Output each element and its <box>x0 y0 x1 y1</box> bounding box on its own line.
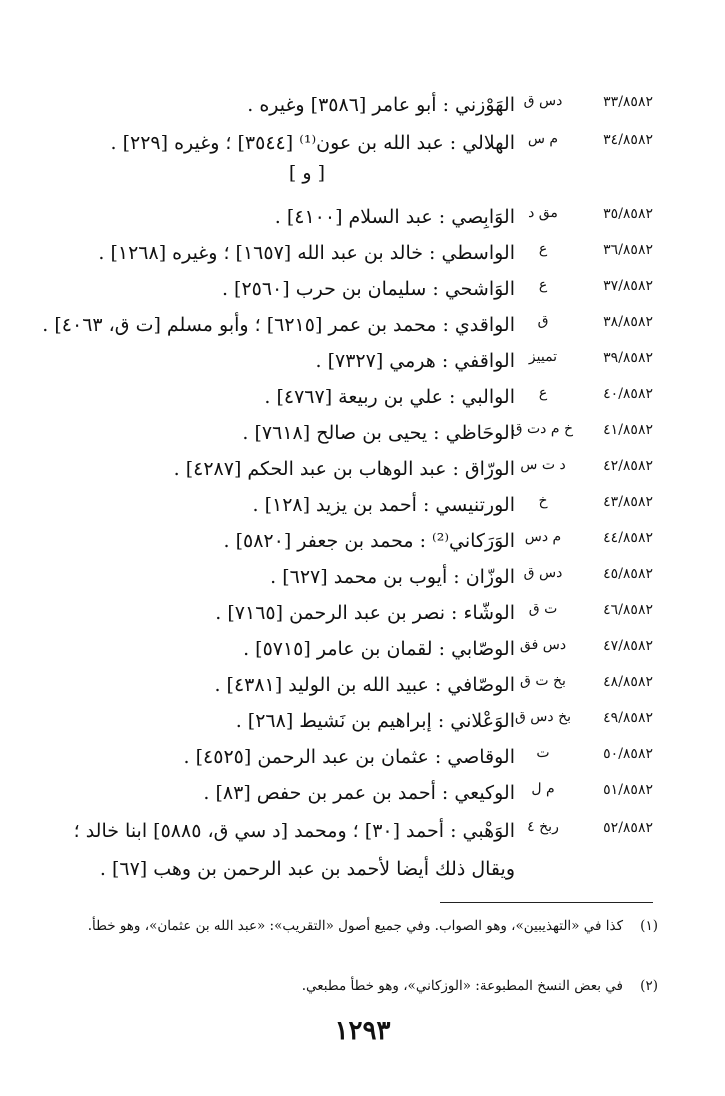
entry-text: الواقفي : هرمي [٧٣٢٧] . <box>315 350 515 372</box>
entry-text: الورتنيسي : أحمد بن يزيد [١٢٨] . <box>252 494 515 516</box>
entry-code: د ت س <box>520 457 566 473</box>
entry-row <box>0 380 725 414</box>
entry-code: ع <box>538 385 548 401</box>
entry-code: ت ق <box>528 601 558 617</box>
entry-row <box>0 452 725 486</box>
entry-row <box>0 596 725 630</box>
entry-text: الوَاشحي : سليمان بن حرب [٢٥٦٠] . <box>221 278 515 300</box>
entry-code: دس ق <box>523 93 563 109</box>
entry-code: ق <box>537 313 549 329</box>
entry-row <box>0 704 725 738</box>
entry-row <box>0 236 725 270</box>
entry-text: الوَرَكاني⁽²⁾ : محمد بن جعفر [٥٨٢٠] . <box>223 530 515 552</box>
entry-number: ٤٤/٨٥٨٢ <box>603 530 653 546</box>
entry-row <box>0 126 725 160</box>
entry-text: الوصّابي : لقمان بن عامر [٥٧١٥] . <box>243 638 515 660</box>
entry-number: ٣٥/٨٥٨٢ <box>603 206 653 222</box>
entry-row <box>0 632 725 666</box>
entry-row <box>0 776 725 810</box>
entry-text: الوشّاء : نصر بن عبد الرحمن [٧١٦٥] . <box>215 602 515 624</box>
entry-text: الهَوْزني : أبو عامر [٣٥٨٦] وغيره . <box>247 94 515 116</box>
entry-row <box>0 560 725 594</box>
entry-row <box>0 200 725 234</box>
entry-row <box>0 308 725 342</box>
entry-row <box>0 88 725 122</box>
entry-number: ٣٤/٨٥٨٢ <box>603 132 653 148</box>
footnote-text: كذا في «التهذيبين»، وهو الصواب. وفي جميع أصول «التقريب»: «عبد الله بن عثمان»، وهو خطأ. <box>87 918 623 934</box>
entry-text: الوَعْلاني : إبراهيم بن نَشيط [٢٦٨] . <box>235 710 515 732</box>
footnote <box>58 912 658 968</box>
entry-code: دس ق <box>523 565 563 581</box>
entry-code: خ م دت ق <box>511 421 573 437</box>
entry-number: ٤٨/٨٥٨٢ <box>603 674 653 690</box>
entry-code: تمييز <box>528 349 558 365</box>
entry-text: الوَابِصي : عبد السلام [٤١٠٠] . <box>274 206 515 228</box>
entry-number: ٣٣/٨٥٨٢ <box>603 94 653 110</box>
entry-row <box>0 524 725 558</box>
entry-code: ع <box>538 241 548 257</box>
footnote-number: (١) <box>640 918 658 934</box>
entry-continuation-text: ويقال ذلك أيضا لأحمد بن عبد الرحمن بن وهب [٦٧] . <box>99 858 515 880</box>
entry-code: ربخ ٤ <box>527 819 559 835</box>
entry-text: الواسطي : خالد بن عبد الله [١٦٥٧] ؛ وغيره [١٢٦٨] . <box>98 242 515 264</box>
entry-row <box>0 814 725 848</box>
entry-code: ع <box>538 277 548 293</box>
entry-text: الورّاق : عبد الوهاب بن عبد الحكم [٤٢٨٧] . <box>173 458 515 480</box>
entry-continuation-row <box>0 852 725 886</box>
entry-code: بخ دس ق <box>514 709 572 725</box>
entry-number: ٣٩/٨٥٨٢ <box>603 350 653 366</box>
entry-code: مق د <box>528 205 558 221</box>
entry-code: بخ ت ق <box>520 673 566 689</box>
section-header: [ و ] <box>288 162 325 184</box>
entry-number: ٤٥/٨٥٨٢ <box>603 566 653 582</box>
page-number: ١٢٩٣ <box>334 1016 391 1046</box>
entry-text: الوزّان : أيوب بن محمد [٦٢٧] . <box>270 566 515 588</box>
entry-number: ٤٣/٨٥٨٢ <box>603 494 653 510</box>
entry-text: الوحَاظي : يحيى بن صالح [٧٦١٨] . <box>242 422 515 444</box>
entry-row <box>0 668 725 702</box>
entry-text: الوَهْبي : أحمد [٣٠] ؛ ومحمد [د سي ق، ٥٨٨٥] ابنا خالد ؛ <box>73 820 515 842</box>
entry-number: ٤٩/٨٥٨٢ <box>603 710 653 726</box>
entry-row <box>0 488 725 522</box>
entry-number: ٤٧/٨٥٨٢ <box>603 638 653 654</box>
entry-code: م دس <box>524 529 562 545</box>
footnote-separator <box>440 902 653 903</box>
entry-number: ٥٠/٨٥٨٢ <box>603 746 653 762</box>
entry-number: ٤٦/٨٥٨٢ <box>603 602 653 618</box>
entry-row <box>0 344 725 378</box>
entry-text: الواقدي : محمد بن عمر [٦٢١٥] ؛ وأبو مسلم [ت ق، ٤٠٦٣] . <box>42 314 515 336</box>
entry-code: خ <box>538 493 548 509</box>
entry-code: م س <box>527 131 559 147</box>
entry-row <box>0 416 725 450</box>
footnote <box>58 972 658 1000</box>
entry-number: ٥١/٨٥٨٢ <box>603 782 653 798</box>
entry-text: الوقاصي : عثمان بن عبد الرحمن [٤٥٢٥] . <box>183 746 515 768</box>
entry-text: الوالبي : علي بن ربيعة [٤٧٦٧] . <box>264 386 515 408</box>
footnote-text: في بعض النسخ المطبوعة: «الوزكاني»، وهو خطأ مطبعي. <box>301 978 623 994</box>
entry-code: م ل <box>531 781 555 797</box>
entry-number: ٣٦/٨٥٨٢ <box>603 242 653 258</box>
entry-row <box>0 272 725 306</box>
entry-number: ٤٠/٨٥٨٢ <box>603 386 653 402</box>
entry-row <box>0 740 725 774</box>
entry-code: ت <box>536 745 550 761</box>
entry-number: ٤١/٨٥٨٢ <box>603 422 653 438</box>
entry-text: الوكيعي : أحمد بن عمر بن حفص [٨٣] . <box>203 782 515 804</box>
entry-number: ٤٢/٨٥٨٢ <box>603 458 653 474</box>
entry-number: ٣٧/٨٥٨٢ <box>603 278 653 294</box>
footnote-number: (٢) <box>640 978 658 994</box>
entry-number: ٥٢/٨٥٨٢ <box>603 820 653 836</box>
entry-number: ٣٨/٨٥٨٢ <box>603 314 653 330</box>
entry-text: الهلالي : عبد الله بن عون⁽¹⁾ [٣٥٤٤] ؛ وغيره [٢٢٩] . <box>110 132 515 154</box>
entry-text: الوصّافي : عبيد الله بن الوليد [٤٣٨١] . <box>214 674 515 696</box>
entry-code: دس فق <box>519 637 567 653</box>
